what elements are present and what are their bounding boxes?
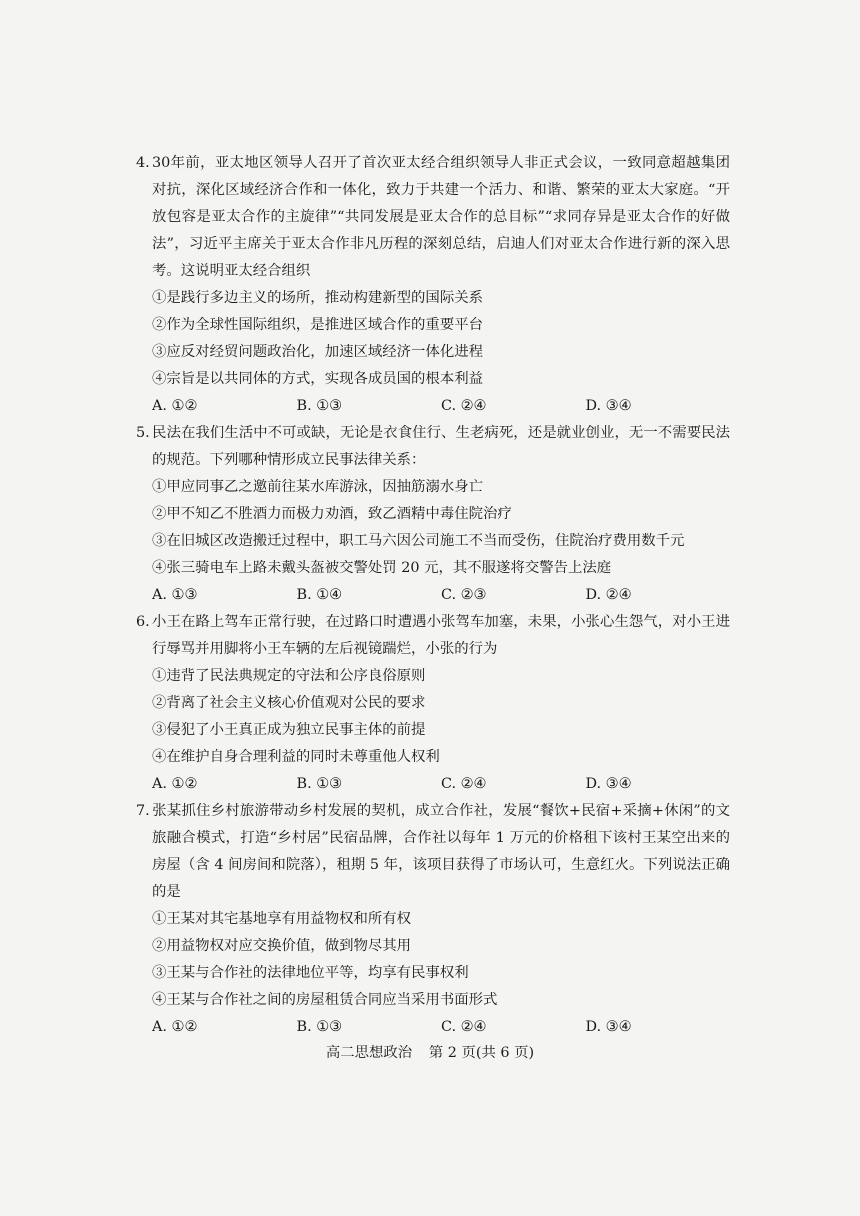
question-4 (136, 150, 730, 420)
statement: ④在维护自身合理利益的同时未尊重他人权利 (152, 749, 440, 765)
question-stem (136, 798, 730, 906)
question-text: 民法在我们生活中不可或缺，无论是衣食住行、生老病死，还是就业创业，无一不需要民法的规范。下列哪种情形成立民事法律关系： (152, 425, 730, 468)
option-a: A. ①③ (152, 587, 198, 603)
question-number: 5. (136, 425, 150, 441)
footer-page-number: 第 2 页(共 6 页) (428, 1045, 535, 1061)
question-stem (136, 150, 730, 285)
option-d: D. ③④ (585, 398, 632, 414)
option-b: B. ①③ (296, 398, 343, 414)
question-number: 4. (136, 155, 150, 171)
option-c: C. ②④ (441, 776, 487, 792)
answer-options (136, 393, 730, 420)
option-c: C. ②③ (441, 587, 487, 603)
question-list (136, 150, 730, 1041)
question-text: 张某抓住乡村旅游带动乡村发展的契机，成立合作社，发展“餐饮+民宿+采摘+休闲”的文旅融合模式，打造“乡村居”民宿品牌，合作社以每年 1 万元的价格租下该村王某空出来的房屋（含 4 间房间和院落），租期 5 年，该项目获得了市场认可，生意红火。下列说法正确的是 (152, 803, 730, 900)
option-b: B. ①③ (296, 1019, 343, 1035)
statement: ①违背了民法典规定的守法和公序良俗原则 (152, 668, 426, 684)
statement: ①甲应同事乙之邀前往某水库游泳，因抽筋溺水身亡 (152, 479, 483, 495)
statement: ③王某与合作社的法律地位平等，均享有民事权利 (152, 965, 469, 981)
question-text: 30年前，亚太地区领导人召开了首次亚太经合组织领导人非正式会议，一致同意超越集团对抗，深化区域经济合作和一体化，致力于共建一个活力、和谐、繁荣的亚太大家庭。“开放包容是亚太合作的主旋律”“共同发展是亚太合作的总目标”“求同存异是亚太合作的好做法”，习近平主席关于亚太合作非凡历程的深刻总结，启迪人们对亚太合作进行新的深入思考。这说明亚太经合组织 (152, 155, 730, 279)
answer-options (136, 1014, 730, 1041)
option-b: B. ①④ (296, 587, 343, 603)
statement: ①是践行多边主义的场所，推动构建新型的国际关系 (152, 290, 483, 306)
option-d: D. ③④ (585, 1019, 632, 1035)
question-5 (136, 420, 730, 609)
statement: ④张三骑电车上路未戴头盔被交警处罚 20 元，其不服遂将交警告上法庭 (152, 560, 612, 576)
option-a: A. ①② (152, 776, 198, 792)
option-a: A. ①② (152, 1019, 198, 1035)
statement: ③应反对经贸问题政治化，加速区域经济一体化进程 (152, 344, 483, 360)
page-footer (0, 1041, 860, 1062)
question-stem (136, 420, 730, 474)
option-c: C. ②④ (441, 398, 487, 414)
question-7 (136, 798, 730, 1041)
option-b: B. ①③ (296, 776, 343, 792)
footer-subject: 高二思想政治 (325, 1045, 413, 1061)
question-6 (136, 609, 730, 798)
answer-options (136, 582, 730, 609)
statement: ②甲不知乙不胜酒力而极力劝酒，致乙酒精中毒住院治疗 (152, 506, 512, 522)
statement: ②作为全球性国际组织，是推进区域合作的重要平台 (152, 317, 483, 333)
statement: ③在旧城区改造搬迁过程中，职工马六因公司施工不当而受伤，住院治疗费用数千元 (152, 533, 685, 549)
question-stem (136, 609, 730, 663)
option-d: D. ③④ (585, 776, 632, 792)
statement: ④宗旨是以共同体的方式，实现各成员国的根本利益 (152, 371, 483, 387)
question-number: 7. (136, 803, 150, 819)
statement: ②背离了社会主义核心价值观对公民的要求 (152, 695, 426, 711)
option-d: D. ②④ (585, 587, 632, 603)
option-c: C. ②④ (441, 1019, 487, 1035)
statement: ④王某与合作社之间的房屋租赁合同应当采用书面形式 (152, 992, 498, 1008)
statement: ①王某对其宅基地享有用益物权和所有权 (152, 911, 412, 927)
option-a: A. ①② (152, 398, 198, 414)
statement: ②用益物权对应交换价值，做到物尽其用 (152, 938, 412, 954)
answer-options (136, 771, 730, 798)
statement: ③侵犯了小王真正成为独立民事主体的前提 (152, 722, 426, 738)
question-number: 6. (136, 614, 150, 630)
question-text: 小王在路上驾车正常行驶，在过路口时遭遇小张驾车加塞，未果，小张心生怨气，对小王进行辱骂并用脚将小王车辆的左后视镜踹烂，小张的行为 (152, 614, 730, 657)
